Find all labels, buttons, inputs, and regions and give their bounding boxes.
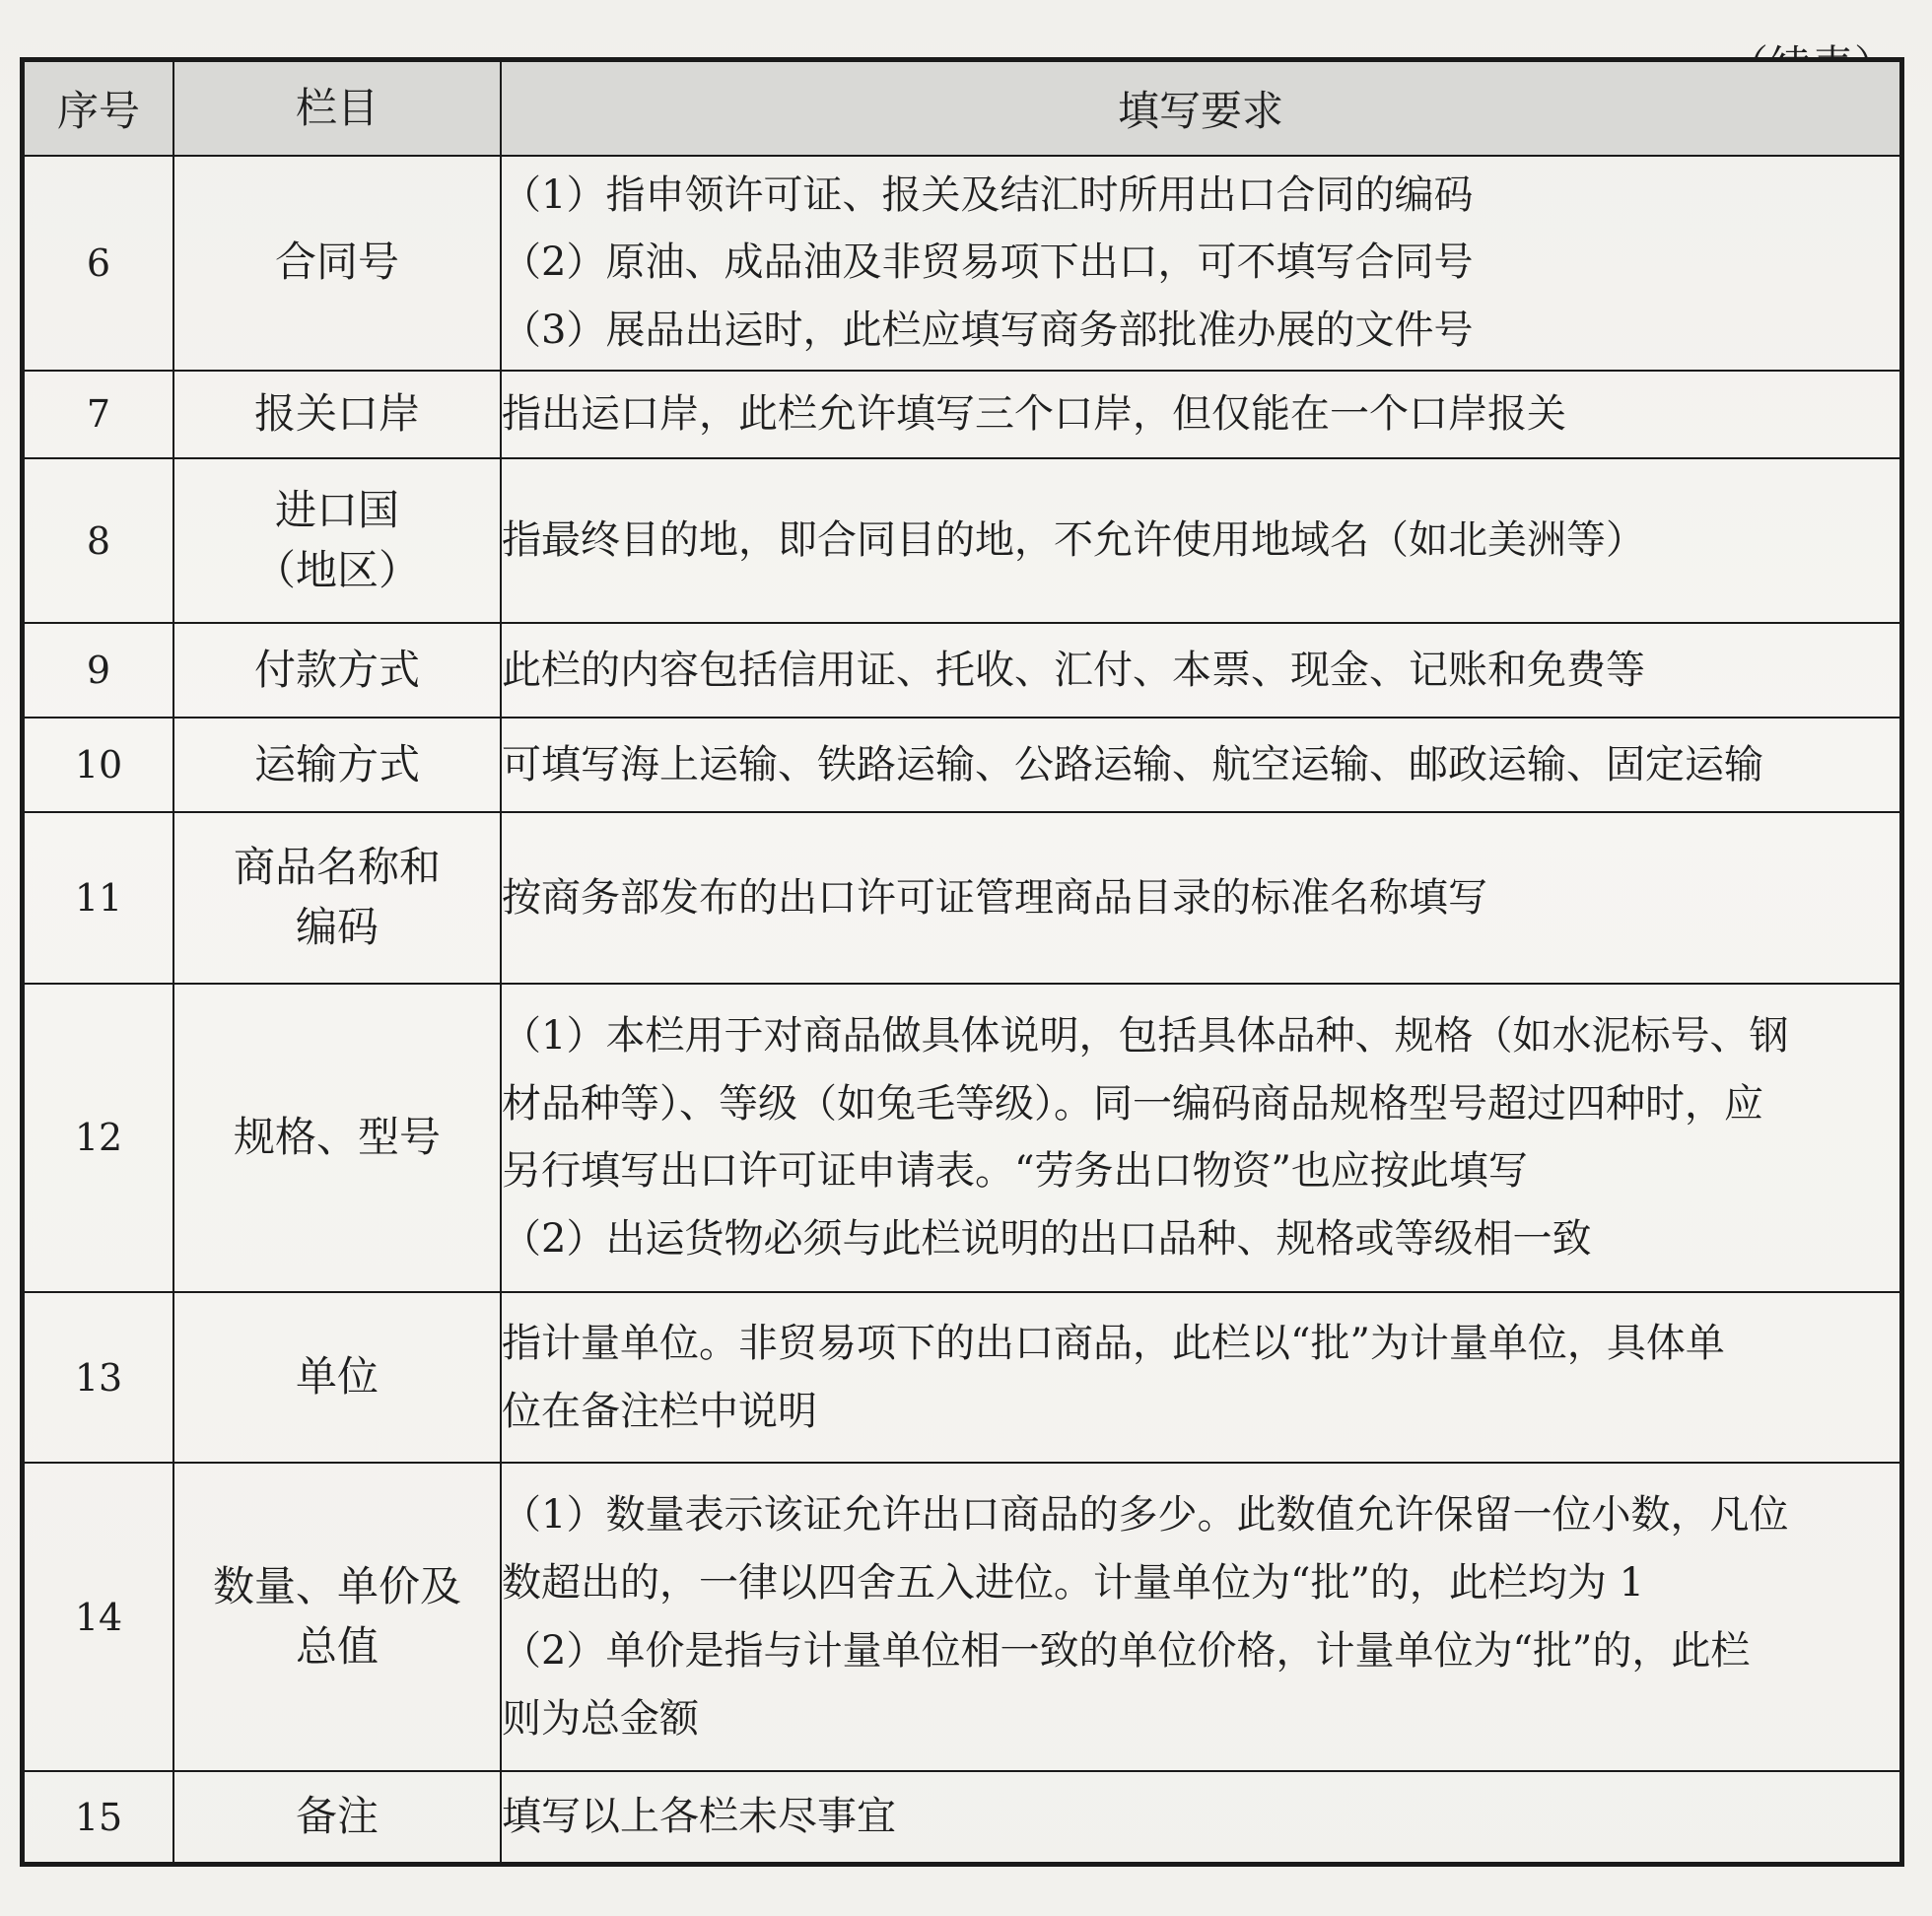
requirement-line: （2）出运货物必须与此栏说明的出口品种、规格或等级相一致 bbox=[502, 1216, 1592, 1263]
field-line: 规格、型号 bbox=[233, 1112, 441, 1161]
field-line: 进口国 bbox=[274, 485, 399, 534]
field-line: 商品名称和 bbox=[233, 843, 441, 892]
requirement-line: 填写以上各栏未尽事宜 bbox=[502, 1794, 896, 1840]
requirement-line: 可填写海上运输、铁路运输、公路运输、航空运输、邮政运输、固定运输 bbox=[502, 742, 1763, 788]
field-line: 运输方式 bbox=[253, 740, 420, 788]
row-requirement bbox=[501, 1771, 1902, 1864]
row-field bbox=[173, 371, 501, 459]
row-seq: 8 bbox=[23, 458, 174, 623]
requirement-line: 指计量单位。非贸易项下的出口商品，此栏以“批”为计量单位，具体单 bbox=[502, 1320, 1725, 1366]
field-line: 备注 bbox=[295, 1792, 379, 1841]
field-line: 合同号 bbox=[274, 238, 399, 287]
row-requirement bbox=[501, 1292, 1902, 1463]
table-row bbox=[23, 812, 1902, 983]
row-requirement bbox=[501, 371, 1902, 459]
requirement-line: 另行填写出口许可证申请表。“劳务出口物资”也应按此填写 bbox=[502, 1148, 1528, 1195]
table-row bbox=[23, 718, 1902, 812]
table-row bbox=[23, 156, 1902, 371]
requirement-line: 此栏的内容包括信用证、托收、汇付、本票、现金、记账和免费等 bbox=[502, 648, 1645, 693]
field-line: 付款方式 bbox=[253, 645, 420, 694]
row-requirement bbox=[501, 812, 1902, 983]
requirement-line: （1）指申领许可证、报关及结汇时所用出口合同的编码 bbox=[502, 171, 1474, 218]
table-row bbox=[23, 1771, 1902, 1864]
requirement-line: （2）原油、成品油及非贸易项下出口，可不填写合同号 bbox=[502, 240, 1474, 286]
requirement-line: 指出运口岸，此栏允许填写三个口岸，但仅能在一个口岸报关 bbox=[502, 391, 1566, 438]
field-line: 报关口岸 bbox=[253, 389, 420, 438]
table-header-row bbox=[23, 60, 1902, 157]
table-body bbox=[23, 156, 1902, 1865]
requirement-line: 指最终目的地，即合同目的地，不允许使用地域名（如北美洲等） bbox=[502, 517, 1645, 564]
header-field: 栏目 bbox=[173, 60, 501, 157]
row-seq: 7 bbox=[23, 371, 174, 459]
row-seq: 10 bbox=[23, 718, 174, 812]
table-row bbox=[23, 623, 1902, 718]
field-line: 数量、单价及 bbox=[212, 1561, 461, 1610]
header-seq: 序号 bbox=[23, 60, 174, 157]
field-line: （地区） bbox=[253, 545, 420, 594]
row-requirement bbox=[501, 156, 1902, 371]
field-line: 编码 bbox=[295, 903, 379, 952]
license-form-table bbox=[20, 57, 1904, 1867]
row-seq: 15 bbox=[23, 1771, 174, 1864]
requirement-line: （1）数量表示该证允许出口商品的多少。此数值允许保留一位小数，凡位 bbox=[502, 1492, 1789, 1539]
table-row bbox=[23, 458, 1902, 623]
row-requirement bbox=[501, 623, 1902, 718]
table-row bbox=[23, 1463, 1902, 1771]
row-field bbox=[173, 718, 501, 812]
requirement-line: 材品种等）、等级（如兔毛等级）。同一编码商品规格型号超过四种时，应 bbox=[502, 1080, 1763, 1127]
table-row bbox=[23, 1292, 1902, 1463]
requirement-line: （3）展品出运时，此栏应填写商务部批准办展的文件号 bbox=[502, 308, 1474, 354]
row-field bbox=[173, 623, 501, 718]
field-line: 单位 bbox=[295, 1352, 379, 1402]
row-field bbox=[173, 1463, 501, 1771]
row-field bbox=[173, 1292, 501, 1463]
row-requirement bbox=[501, 984, 1902, 1292]
row-field bbox=[173, 984, 501, 1292]
requirement-line: 按商务部发布的出口许可证管理商品目录的标准名称填写 bbox=[502, 874, 1487, 921]
table-row bbox=[23, 371, 1902, 459]
requirement-line: 数超出的，一律以四舍五入进位。计量单位为“批”的，此栏均为 1 bbox=[502, 1560, 1645, 1607]
row-seq: 13 bbox=[23, 1292, 174, 1463]
row-field bbox=[173, 156, 501, 371]
row-requirement bbox=[501, 458, 1902, 623]
table-row bbox=[23, 984, 1902, 1292]
row-seq: 14 bbox=[23, 1463, 174, 1771]
row-seq: 9 bbox=[23, 623, 174, 718]
requirement-line: 位在备注栏中说明 bbox=[502, 1388, 817, 1434]
row-field bbox=[173, 812, 501, 983]
requirement-line: （2）单价是指与计量单位相一致的单位价格，计量单位为“批”的，此栏 bbox=[502, 1627, 1751, 1674]
requirement-line: （1）本栏用于对商品做具体说明，包括具体品种、规格（如水泥标号、钢 bbox=[502, 1012, 1789, 1059]
row-seq: 6 bbox=[23, 156, 174, 371]
row-seq: 12 bbox=[23, 984, 174, 1292]
row-field bbox=[173, 458, 501, 623]
row-seq: 11 bbox=[23, 812, 174, 983]
row-requirement bbox=[501, 1463, 1902, 1771]
field-line: 总值 bbox=[295, 1621, 379, 1671]
header-requirement: 填写要求 bbox=[501, 60, 1902, 157]
row-field bbox=[173, 1771, 501, 1864]
row-requirement bbox=[501, 718, 1902, 812]
requirement-line: 则为总金额 bbox=[502, 1695, 699, 1742]
